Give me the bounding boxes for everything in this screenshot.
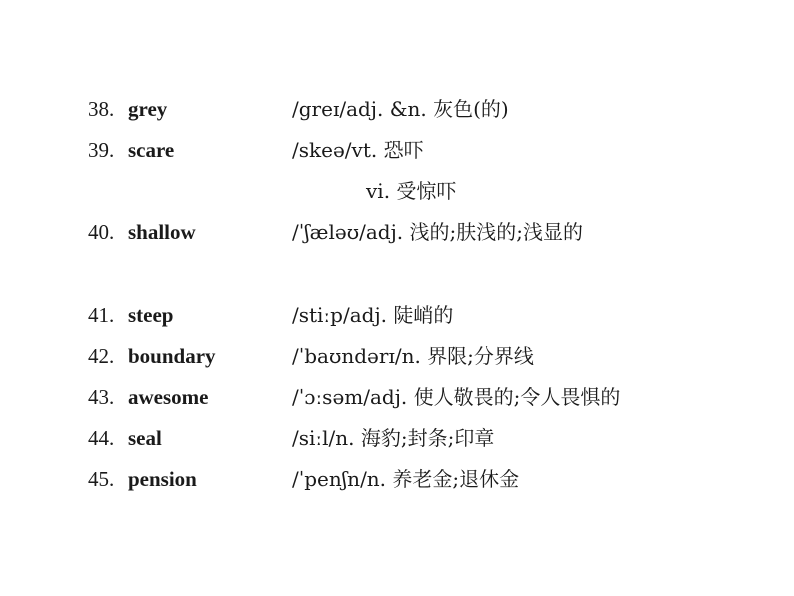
entry-definition: /ˈbaʊndərɪ/n. 界限;分界线 [292, 344, 534, 368]
entry-word: steep [128, 303, 174, 327]
entry-word: pension [128, 467, 197, 491]
entry-definition: /greɪ/adj. &n. 灰色(的) [292, 97, 509, 121]
entry-number: 41. [88, 303, 115, 327]
entry-word: awesome [128, 385, 209, 409]
entry-number: 42. [88, 344, 115, 368]
entry-definition: /skeə/vt. 恐吓 [292, 138, 424, 162]
entry-definition: /siːl/n. 海豹;封条;印章 [292, 426, 495, 450]
entry-word: scare [128, 138, 175, 162]
entry-definition: /ˈɔːsəm/adj. 使人敬畏的;令人畏惧的 [292, 385, 621, 409]
entry-word: grey [128, 97, 168, 121]
entry-number: 40. [88, 220, 115, 244]
entry-number: 44. [88, 426, 115, 450]
entry-word: shallow [128, 220, 196, 244]
entry-definition: /ˈʃæləʊ/adj. 浅的;肤浅的;浅显的 [292, 220, 583, 244]
entry-number: 38. [88, 97, 115, 121]
entry-number: 43. [88, 385, 115, 409]
entry-number: 45. [88, 467, 115, 491]
entry-word: boundary [128, 344, 216, 368]
entry-word: seal [128, 426, 162, 450]
entry-number: 39. [88, 138, 115, 162]
entry-definition: vi. 受惊吓 [366, 179, 457, 203]
entry-definition: /ˈpenʃn/n. 养老金;退休金 [292, 467, 520, 491]
entry-definition: /stiːp/adj. 陡峭的 [292, 303, 454, 327]
